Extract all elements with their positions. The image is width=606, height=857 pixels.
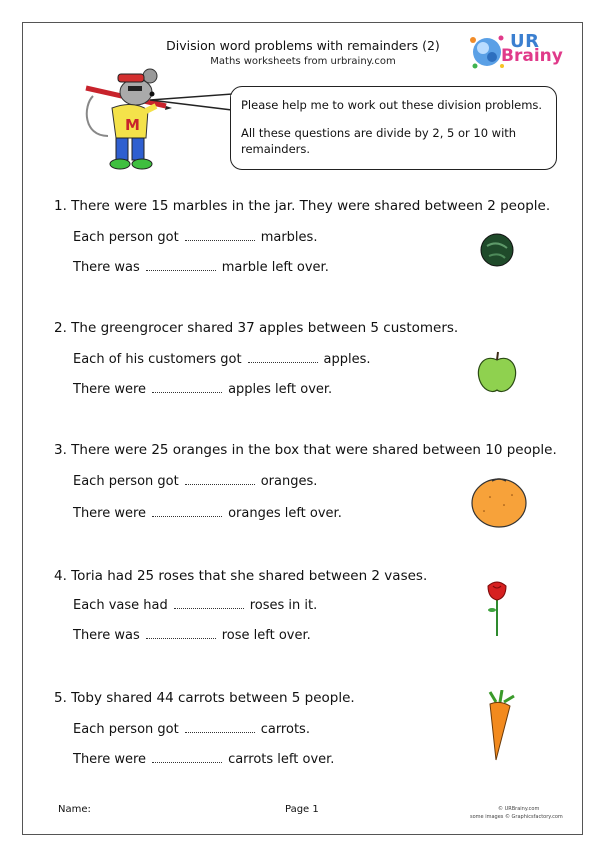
answer-blank[interactable] bbox=[185, 474, 255, 485]
speech-line-1: Please help me to work out these division problems. bbox=[241, 98, 543, 112]
question-2-line-1 bbox=[73, 352, 371, 367]
question-1-line-2 bbox=[73, 260, 329, 275]
q5-l1-post: carrots. bbox=[260, 722, 310, 737]
q1-l2-post: marble left over. bbox=[221, 260, 329, 275]
answer-blank[interactable] bbox=[146, 628, 216, 639]
q4-l1-post: roses in it. bbox=[249, 598, 318, 613]
q1-l1-post: marbles. bbox=[260, 230, 318, 245]
q3-l2-post: oranges left over. bbox=[228, 506, 342, 521]
bubble-joint bbox=[231, 95, 235, 109]
q4-l2-post: rose left over. bbox=[221, 628, 311, 643]
question-5-title: 5. Toby shared 44 carrots between 5 people. bbox=[54, 690, 355, 706]
worksheet-title: Division word problems with remainders (2) bbox=[166, 38, 440, 53]
question-5-line-2 bbox=[73, 752, 334, 767]
q2-l2-post: apples left over. bbox=[228, 382, 333, 397]
question-1-title: 1. There were 15 marbles in the jar. They were shared between 2 people. bbox=[54, 198, 551, 214]
answer-blank[interactable] bbox=[152, 506, 222, 517]
q4-l1-pre: Each vase had bbox=[73, 598, 168, 613]
answer-blank[interactable] bbox=[185, 722, 255, 733]
speech-line-2: All these questions are divide by 2, 5 or 10 with remainders. bbox=[241, 126, 517, 156]
question-5-line-1 bbox=[73, 722, 310, 737]
q1-l2-pre: There was bbox=[73, 260, 140, 275]
worksheet-subtitle: Maths worksheets from urbrainy.com bbox=[210, 56, 396, 67]
carrot-icon bbox=[480, 690, 520, 762]
speech-bubble bbox=[230, 86, 557, 170]
logo-text-brainy: Brainy bbox=[501, 46, 563, 66]
speech-pointer bbox=[150, 92, 240, 122]
answer-blank[interactable] bbox=[146, 260, 216, 271]
q5-l2-post: carrots left over. bbox=[228, 752, 335, 767]
q2-l1-pre: Each of his customers got bbox=[73, 352, 242, 367]
rose-icon bbox=[484, 578, 510, 638]
apple-icon bbox=[474, 350, 520, 396]
svg-text:M: M bbox=[125, 116, 140, 134]
q1-l1-pre: Each person got bbox=[73, 230, 179, 245]
footer-name-label: Name: bbox=[58, 804, 91, 815]
question-2-line-2 bbox=[73, 382, 332, 397]
question-3-title: 3. There were 25 oranges in the box that were shared between 10 people. bbox=[54, 442, 557, 458]
q3-l2-pre: There were bbox=[73, 506, 147, 521]
question-1-line-1 bbox=[73, 230, 317, 245]
question-3-line-2 bbox=[73, 506, 342, 521]
question-2-title: 2. The greengrocer shared 37 apples between 5 customers. bbox=[54, 320, 459, 336]
question-4-line-2 bbox=[73, 628, 311, 643]
question-3-line-1 bbox=[73, 474, 317, 489]
q5-l2-pre: There were bbox=[73, 752, 147, 767]
q3-l1-post: oranges. bbox=[260, 474, 318, 489]
answer-blank[interactable] bbox=[152, 752, 222, 763]
marble-icon bbox=[479, 232, 515, 268]
q4-l2-pre: There was bbox=[73, 628, 140, 643]
logo-text-ur: UR bbox=[510, 31, 540, 52]
footer-copyright: © URBrainy.com bbox=[498, 806, 540, 812]
q5-l1-pre: Each person got bbox=[73, 722, 179, 737]
question-4-title: 4. Toria had 25 roses that she shared between 2 vases. bbox=[54, 568, 428, 584]
q3-l1-pre: Each person got bbox=[73, 474, 179, 489]
answer-blank[interactable] bbox=[185, 230, 255, 241]
answer-blank[interactable] bbox=[174, 598, 244, 609]
q2-l2-pre: There were bbox=[73, 382, 147, 397]
footer-page-label: Page 1 bbox=[285, 804, 319, 815]
footer-credit: some images © Graphicsfactory.com bbox=[470, 814, 563, 820]
q2-l1-post: apples. bbox=[323, 352, 371, 367]
answer-blank[interactable] bbox=[152, 382, 222, 393]
orange-icon bbox=[470, 475, 528, 529]
answer-blank[interactable] bbox=[248, 352, 318, 363]
question-4-line-1 bbox=[73, 598, 317, 613]
